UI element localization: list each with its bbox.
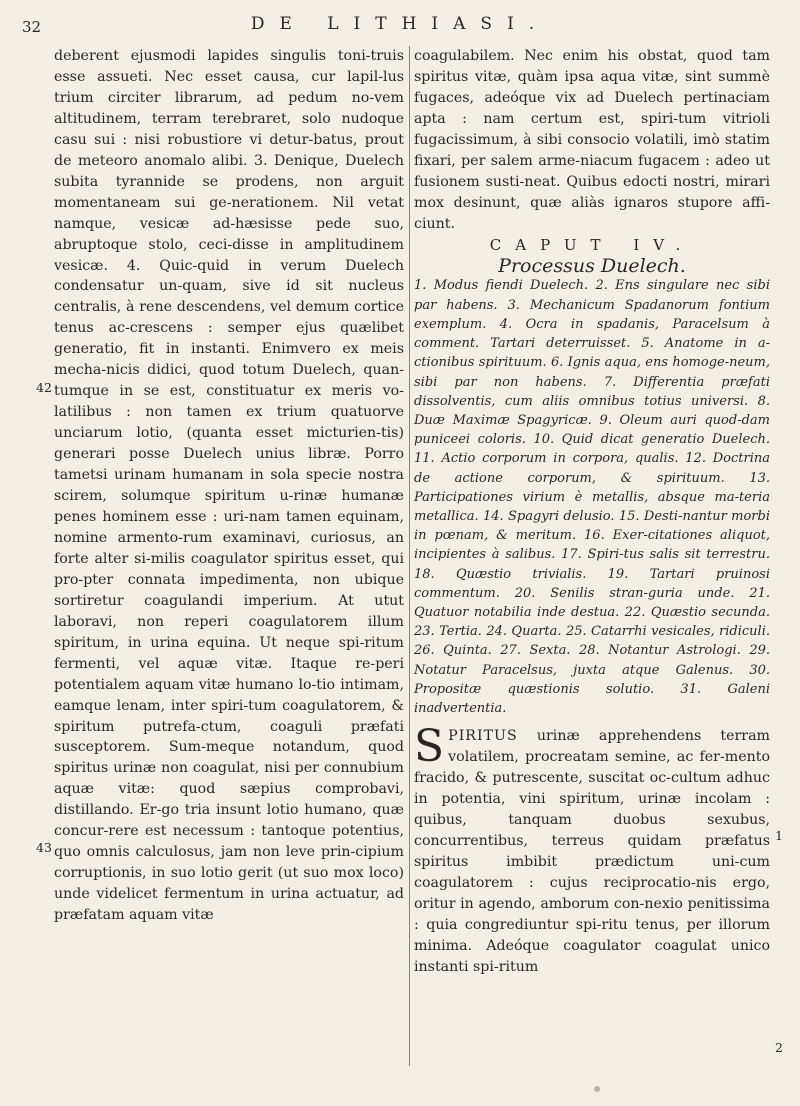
running-title: DE LITHIASI.	[250, 14, 550, 34]
margin-number: 43	[36, 840, 52, 855]
chapter-synopsis: 1. Modus fiendi Duelech. 2. Ens singulare nec sibi par habens. 3. Mechanicum Spadanorum fontium exemplum. 4. Ocra in spadanis, Paracelsum à comment. Tartari deterruisset. 5. Anatome in a-ctionibus spirituum. 6. Ignis aqua, ens homoge-neum, sibi par non habens. 7. Differentia præfati dissolventis, cum aliis omnibus totius universi. 8. Duæ Maximæ Spagyricæ. 9. Oleum auri quod-dam puniceei coloris. 10. Quid dicat generatio Duelech. 11. Actio corporum in corpora, qualis. 12. Doctrina de actione corporum, & spirituum. 13. Participationes virium è metallis, absque ma-teria metallica. 14. Spagyri delusio. 15. Desti-nantur morbi in pœnam, & meritum. 16. Exer-citationes aliquot, incipientes à salibus. 17. Spiri-tus salis sit terrestru. 18. Quæstio trivialis. 19. Tartari pruinosi commentum. 20. Senilis stran-guria unde. 21. Quatuor notabilia inde destua. 22. Quæstio secunda. 23. Tertia. 24. Quarta. 25. Catarrhi vesicales, ridiculi. 26. Quinta. 27. Sexta. 28. Notantur Astrologi. 29. Notatur Paracelsus, juxta atque Galenus. 30. Propositæ quæstionis solutio. 31. Galeni inadvertentia.	[414, 278, 770, 716]
column-divider	[409, 46, 410, 1066]
left-column-text: deberent ejusmodi lapides singulis toni-truis esse assueti. Nec esset causa, cur lapil-lus trium circiter librarum, ad pedum no-vem altitudinem, terram terebraret, solo nudoque casu sui : nisi robustiore vi detur-batus, prout de meteoro anomalo alibi. 3. Denique, Duelech subita tyrannide se prodens, non arguit momentaneam sui ge-nerationem. Nil vetat namque, vesicæ ad-hæsisse pede suo, abruptoque stolo, ceci-disse in amplitudinem vesicæ. 4. Quic-quid in verum Duelech condensatur un-quam, sive id sit nucleus centralis, à rene descendens, vel demum cortice tenus ac-crescens : semper ejus quælibet generatio, fit in instanti. Enimvero ex meis mecha-nicis didici, quod totum Duelech, quan-tumque in se est, constituatur ex meris vo-latilibus : non tamen ex trium quatuorve unciarum lotio, (quanta esset micturien-tis) generari posse Duelech unius libræ. Porro tametsi urinam humanam in sola specie nostra scirem, solumque spiritum u-rinæ humanæ penes hominem esse : uri-nam tamen equinam, nomine armento-rum examinavi, curiosus, an forte alter si-milis coagulator spiritus esset, qui pro-pter connata impedimenta, non ubique sortiretur coagulandi imperium. At utut laboravi, non reperi coagulatorem illum spiritum, in urina equina. Ut neque spi-ritum fermenti, vel aquæ vitæ. Itaque re-peri potentialem aquam vitæ humano lo-tio intimam, eamque lenam, inter spiri-tum coagulatorem, & spiritum putrefa-ctum, coaguli præfati susceptorem. Sum-meque notandum, quod spiritus urinæ non coagulat, nisi per connubium aquæ vitæ: quod sæpius comprobavi, distillando. Er-go tria insunt lotio humano, quæ concur-rere est necessum : tantoque potentius, quo omnis calculosus, jam non leve prin-cipium corruptionis, in suo lotio gerit (ut suo mox loco) unde videlicet fermentum in urina actuatur, ad præfatam aquam vitæ	[54, 48, 404, 924]
margin-number: 1	[775, 828, 783, 843]
right-column	[414, 46, 770, 978]
chapter-label: CAPUT IV.	[489, 235, 695, 254]
paper-stain	[594, 1086, 600, 1092]
margin-number: 2	[775, 1040, 783, 1055]
running-head	[0, 14, 800, 38]
left-column	[54, 46, 404, 926]
right-column-intro: coagulabilem. Nec enim his obstat, quod tam spiritus vitæ, quàm ipsa aqua vitæ, sint summè fugaces, adeóque vix ad Duelech pertinaciam apta : nam certum est, spiri-tum vitrioli fugacissimum, à sibi consocio volatili, imò statim fixari, per salem arme-niacum fugacem : adeo ut fusionem susti-neat. Quibus edocti nostri, mirari mox desinunt, quæ aliàs ignaros stupore affi-ciunt.	[414, 48, 770, 232]
chapter-body-text: urinæ apprehendens terram volatilem, procreatam semine, ac fer-mento fracido, & putrescente, suscitat oc-cultum adhuc in potentia, vini spiritum, urinæ incolam : quibus, tanquam duobus sexubus, concurrentibus, terreus quidam præfatus spiritus imbibit prædictum uni-cum coagulatorem : cujus reciprocatio-nis ergo, oritur in agendo, amborum con-nexio penitissima : quia congrediuntur spi-ritu tenus, per illorum minima. Adeóque coagulator coagulat unico instanti spi-ritum	[414, 728, 770, 975]
chapter-body	[414, 721, 770, 977]
drop-capital: S	[414, 721, 445, 773]
chapter-title: Processus Duelech.	[498, 254, 686, 277]
page-number: 32	[22, 18, 42, 36]
margin-number: 42	[36, 380, 52, 395]
lead-smallcaps: PIRITUS	[448, 728, 518, 745]
